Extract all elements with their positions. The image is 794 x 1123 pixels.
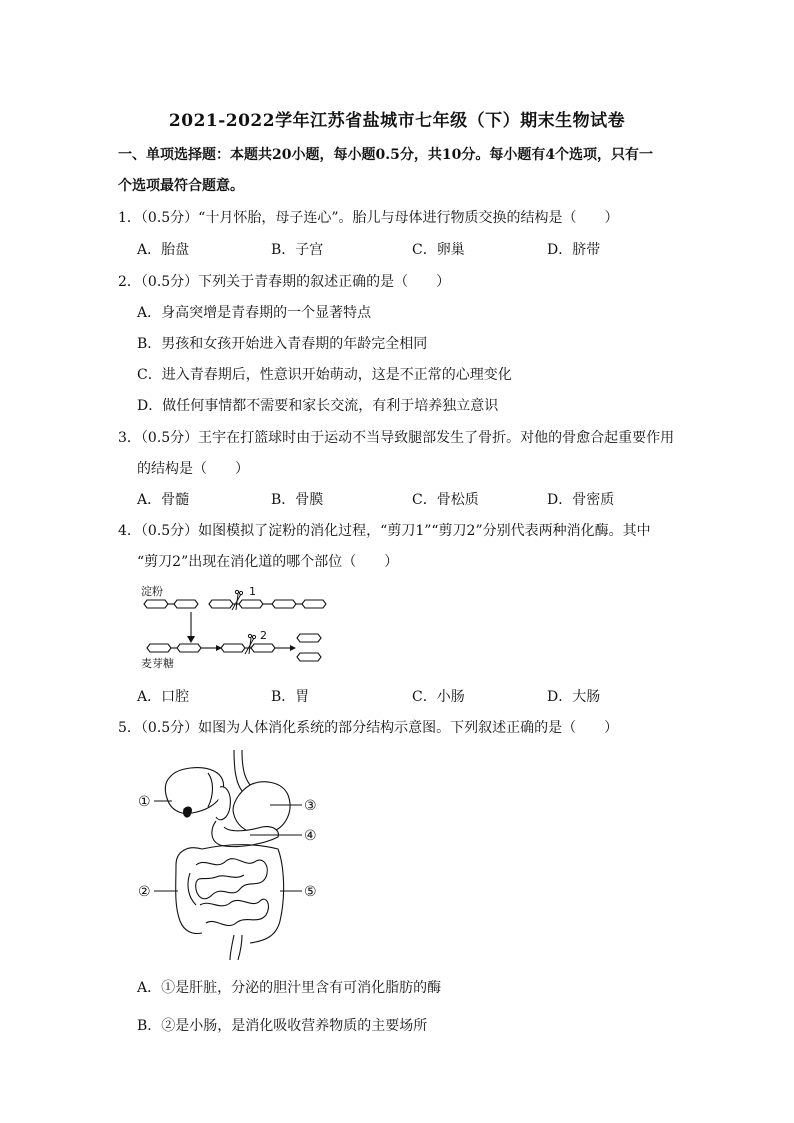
q1-option-c[interactable]: C．卵巢	[412, 242, 465, 258]
q5-stem: 5．（0.5分）如图为人体消化系统的部分结构示意图。下列叙述正确的是（ ）	[118, 720, 619, 736]
scissors-1-label: 1	[249, 585, 256, 598]
label-5: ⑤	[304, 884, 317, 900]
q4-option-b[interactable]: B．胃	[271, 689, 310, 705]
starch-label: 淀粉	[141, 585, 163, 598]
q1-stem: 1．（0.5分）“十月怀胎，母子连心”。胎儿与母体进行物质交换的结构是（ ）	[118, 210, 619, 226]
q5-option-a[interactable]: A．①是肝脏，分泌的胆汁里含有可消化脂肪的酶	[137, 980, 442, 996]
q3-option-a[interactable]: A．骨髓	[137, 492, 190, 508]
q2-stem: 2．（0.5分）下列关于青春期的叙述正确的是（ ）	[118, 274, 451, 290]
q3-option-c[interactable]: C．骨松质	[412, 492, 479, 508]
section-heading-line2: 个选项最符合题意。	[118, 178, 244, 194]
label-1: ①	[138, 794, 151, 810]
q4-option-d[interactable]: D．大肠	[547, 689, 601, 705]
q4-stem-line1: 4．（0.5分）如图模拟了淀粉的消化过程，“剪刀1”“剪刀2”分别代表两种消化酶。其中	[118, 523, 651, 539]
q2-option-b[interactable]: B．男孩和女孩开始进入青春期的年龄完全相同	[137, 336, 428, 352]
q2-option-a[interactable]: A．身高突增是青春期的一个显著特点	[137, 305, 372, 321]
label-4: ④	[304, 828, 317, 844]
digestive-system-figure	[130, 745, 330, 965]
q1-option-b[interactable]: B．子宫	[271, 242, 324, 258]
scissors-2-label: 2	[260, 629, 267, 642]
q2-option-d[interactable]: D．做任何事情都不需要和家长交流，有利于培养独立意识	[137, 398, 499, 414]
q4-option-a[interactable]: A．口腔	[137, 689, 190, 705]
q3-stem-line1: 3．（0.5分）王宇在打篮球时由于运动不当导致腿部发生了骨折。对他的骨愈合起重要作用	[118, 430, 675, 446]
starch-digestion-figure	[137, 580, 337, 680]
q4-option-c[interactable]: C．小肠	[412, 689, 465, 705]
q3-option-d[interactable]: D．骨密质	[547, 492, 615, 508]
label-3: ③	[304, 798, 317, 814]
q2-option-c[interactable]: C．进入青春期后，性意识开始萌动，这是不正常的心理变化	[137, 367, 512, 383]
q5-option-b[interactable]: B．②是小肠，是消化吸收营养物质的主要场所	[137, 1018, 428, 1034]
q1-option-a[interactable]: A．胎盘	[137, 242, 190, 258]
page-title: 2021-2022学年江苏省盐城市七年级（下）期末生物试卷	[168, 111, 626, 131]
label-2: ②	[138, 884, 151, 900]
q3-stem-line2: 的结构是（ ）	[137, 461, 249, 477]
section-heading-line1: 一、单项选择题：本题共20小题，每小题0.5分，共10分。每小题有4个选项，只有一	[118, 147, 654, 163]
q4-stem-line2: “剪刀2”出现在消化道的哪个部位（ ）	[137, 554, 399, 570]
q1-option-d[interactable]: D．脐带	[547, 242, 601, 258]
maltose-label: 麦芽糖	[141, 657, 174, 670]
q3-option-b[interactable]: B．骨膜	[271, 492, 324, 508]
